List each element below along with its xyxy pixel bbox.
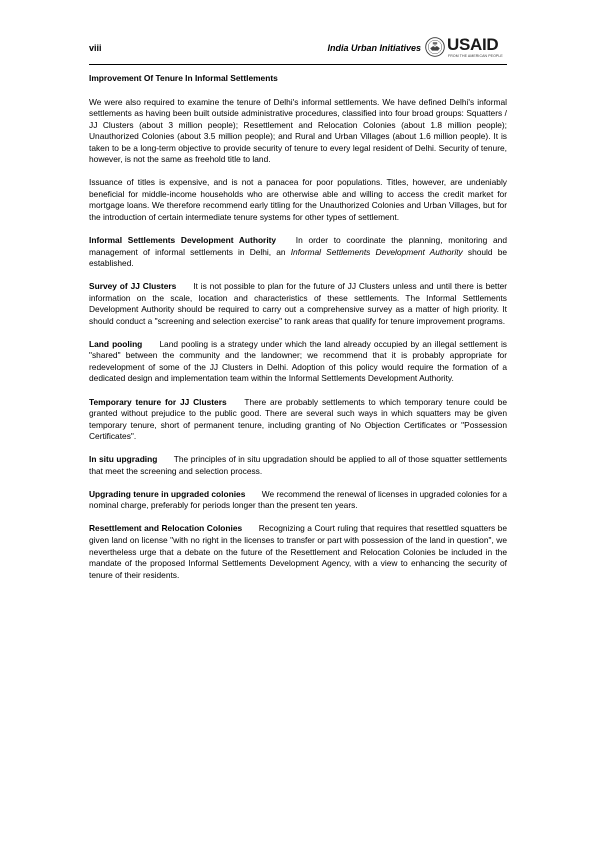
paragraph-survey — [89, 281, 507, 327]
paragraph-upgraded-colonies — [89, 489, 507, 512]
paragraph-in-situ — [89, 454, 507, 477]
series-title: India Urban Initiatives — [327, 43, 421, 53]
logo-tagline: FROM THE AMERICAN PEOPLE — [448, 54, 503, 58]
usaid-seal-icon — [425, 37, 445, 57]
paragraph-intro: We were also required to examine the tenure of Delhi's informal settlements. We have defined Delhi's informal settlements as having been built outside administrative procedures, classified into four broad groups: Squatters / JJ Clusters (about 3 million people); Resettlement and Relocation Colonies (about 1.8 million people); Unauthorized Colonies (about 3.5 million people); and Rural and Urban Villages (about 1.6 million people). It is taken to be a long-term objective to provide security of tenure to every legal resident of Delhi. Security of tenure, however, is not the same as freehold title to land. — [89, 96, 507, 165]
paragraph-land-pooling — [89, 339, 507, 385]
logo-wordmark: USAID — [447, 35, 499, 54]
paragraph-lead: In situ upgrading — [89, 454, 158, 465]
header-rule — [89, 64, 507, 65]
section-title: Improvement Of Tenure In Informal Settlements — [89, 73, 278, 83]
paragraph-lead: Informal Settlements Development Authority — [89, 235, 277, 246]
paragraph-lead: Temporary tenure for JJ Clusters — [89, 396, 227, 407]
paragraph-text: Recognizing a Court ruling that requires that resettled squatters be given land on license "with no right in the licenses to transfer or part with possession of the land in question", we nevertheless urge that a debate on the future of the Resettlement and Relocation Colonies be included in the mandate of the proposed Informal Settlements Development Agency, with a view to enhancing the security of tenure of their residents. — [89, 523, 508, 580]
paragraph-resettlement — [89, 523, 507, 581]
paragraph-text: We recommend the renewal of licenses in upgraded colonies for a nominal charge, preferably for periods longer than the present ten years. — [89, 488, 507, 511]
paragraph-emphasis: Informal Settlements Development Authority — [290, 246, 463, 257]
paragraph-text: The principles of in situ upgradation should be applied to all of those squatter settlements that meet the screening and selection process. — [89, 454, 507, 476]
body-text — [89, 73, 507, 593]
paragraph-lead: Resettlement and Relocation Colonies — [89, 523, 243, 534]
page-number: viii — [89, 43, 102, 53]
paragraph-text: There are probably settlements to which temporary tenure could be granted without prejudice to the public good. There are several such ways in which squatters may be given temporary tenure, short of permanent tenure, including granting of No Objection Certificates or "Possession Certificates". — [89, 396, 508, 442]
usaid-logo — [425, 34, 507, 62]
paragraph-temporary-tenure — [89, 397, 507, 443]
paragraph-text: In order to coordinate the planning, monitoring and management of informal settlements in Delhi, an — [89, 235, 507, 257]
paragraph-text-tail: should be established. — [89, 246, 508, 269]
page-header — [89, 34, 507, 62]
paragraph-lead: Survey of JJ Clusters — [89, 281, 177, 292]
paragraph-lead: Upgrading tenure in upgraded colonies — [89, 488, 246, 499]
paragraph-titles: Issuance of titles is expensive, and is not a panacea for poor populations. Titles, however, are undeniably beneficial for middle-income households who are otherwise able and willing to access the credit market for mortgage loans. We therefore recommend early titling for the Unauthorized Colonies and Urban Villages, but for the introduction of certain intermediate tenure systems for other types of settlement. — [89, 177, 507, 222]
paragraph-lead: Land pooling — [89, 338, 143, 349]
paragraph-text: It is not possible to plan for the future of JJ Clusters unless and until there is better information on the scale, location and characteristics of these settlements. The Informal Settlements Development Authority should be required to carry out a comprehensive survey as a matter of high priority. It should conduct a "screening and selection exercise" to rank areas that qualify for tenure improvement programs. — [89, 281, 508, 326]
paragraph-text: Land pooling is a strategy under which the land already occupied by an illegal settlement is "shared" between the community and the landowner; we recommend that it is probably appropriate for redevelopment of some of the JJ Clusters in Delhi. Adoption of this policy would require the formation of a dedicated design and implementation team within the Informal Settlements Development Authority. — [89, 338, 507, 384]
paragraph-isda — [89, 235, 507, 270]
